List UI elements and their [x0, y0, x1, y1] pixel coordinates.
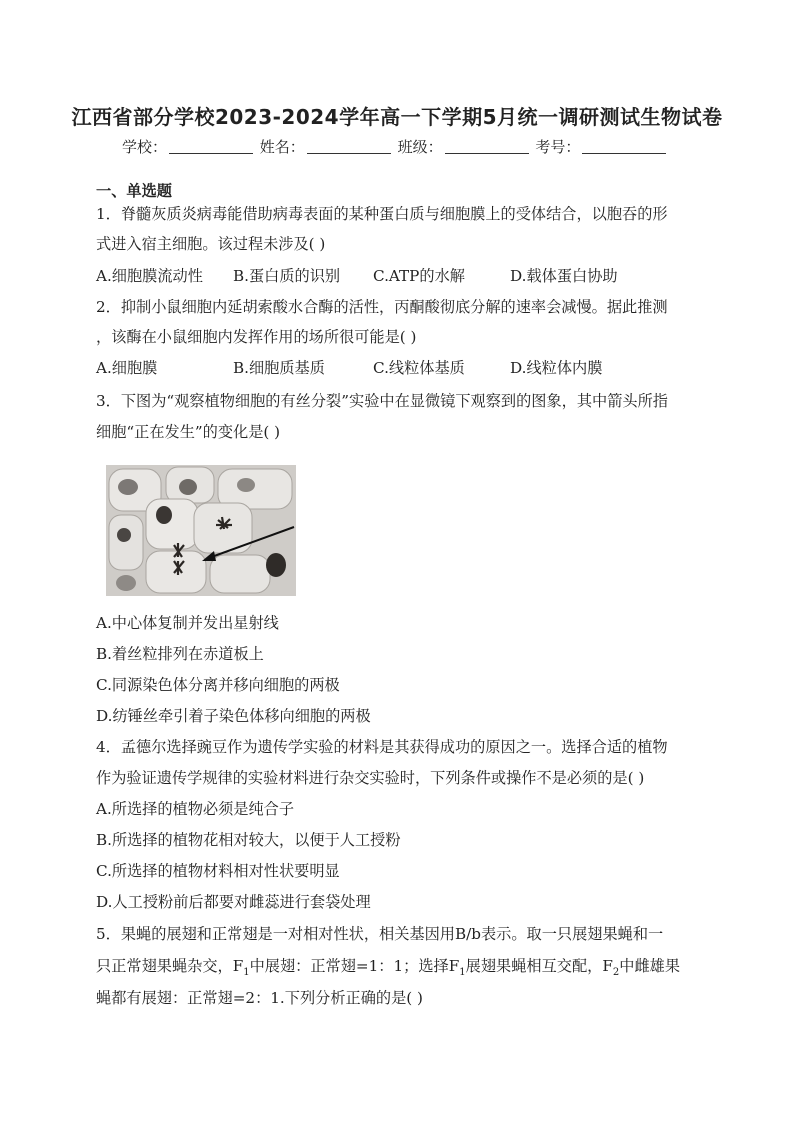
- q5-subscript: 1: [243, 967, 250, 979]
- student-info-line: [122, 136, 668, 157]
- q5-text-part: 展翅果蝇相互交配，F: [465, 957, 613, 975]
- q1-option-d: D.载体蛋白协助: [510, 267, 618, 285]
- q5-subscript: 2: [612, 967, 620, 979]
- q2-option-c: C.线粒体基质: [373, 359, 465, 377]
- q2-option-d: D.线粒体内膜: [510, 359, 603, 377]
- q3-option-a: A.中心体复制并发出星射线: [96, 614, 279, 632]
- q5-stem-line1: 5．果蝇的展翅和正常翅是一对相对性状，相关基因用B/b表示。取一只展翅果蝇和一: [96, 925, 664, 943]
- q5-text-part: 中雌雄果: [619, 957, 680, 975]
- q1-stem-line1: 1．脊髓灰质炎病毒能借助病毒表面的某种蛋白质与细胞膜上的受体结合，以胞吞的形: [96, 205, 668, 223]
- q2-stem-line1: 2．抑制小鼠细胞内延胡索酸水合酶的活性，丙酮酸彻底分解的速率会减慢。据此推测: [96, 298, 668, 316]
- q3-option-b: B.着丝粒排列在赤道板上: [96, 645, 264, 663]
- exam-number-label: 考号：: [535, 138, 581, 156]
- q1-option-a: A.细胞膜流动性: [96, 267, 203, 285]
- q4-option-d: D.人工授粉前后都要对雌蕊进行套袋处理: [96, 893, 371, 911]
- school-blank: [169, 139, 253, 154]
- q5-text-part: 只正常翅果蝇杂交，F: [96, 957, 244, 975]
- q4-option-b: B.所选择的植物花相对较大，以便于人工授粉: [96, 831, 401, 849]
- q5-stem-line3: 蝇都有展翅：正常翅=2：1.下列分析正确的是( ): [96, 989, 423, 1007]
- q4-option-c: C.所选择的植物材料相对性状要明显: [96, 862, 340, 880]
- q4-stem-line2: 作为验证遗传学规律的实验材料进行杂交实验时，下列条件或操作不是必须的是( ): [96, 769, 645, 787]
- q5-subscript: 1: [459, 967, 466, 979]
- q3-stem-line2: 细胞“正在发生”的变化是( ): [96, 423, 281, 441]
- class-blank: [445, 139, 529, 154]
- q1-option-b: B.蛋白质的识别: [233, 267, 341, 285]
- q2-stem-line2: ，该酶在小鼠细胞内发挥作用的场所很可能是( ): [96, 328, 417, 346]
- school-label: 学校：: [122, 138, 168, 156]
- q4-stem-line1: 4．孟德尔选择豌豆作为遗传学实验的材料是其获得成功的原因之一。选择合适的植物: [96, 738, 668, 756]
- name-blank: [307, 139, 391, 154]
- q3-option-d: D.纺锤丝牵引着子染色体移向细胞的两极: [96, 707, 371, 725]
- class-label: 班级：: [397, 138, 443, 156]
- page-title: 江西省部分学校2023-2024学年高一下学期5月统一调研测试生物试卷: [71, 105, 723, 129]
- mitosis-micrograph: [106, 465, 296, 596]
- exam-number-blank: [582, 139, 666, 154]
- q5-text-part: 中展翅：正常翅=1：1；选择F: [249, 957, 460, 975]
- name-label: 姓名：: [259, 138, 305, 156]
- section-heading: 一、单选题: [96, 182, 172, 200]
- q4-option-a: A.所选择的植物必须是纯合子: [96, 800, 295, 818]
- q3-stem-line1: 3．下图为“观察植物细胞的有丝分裂”实验中在显微镜下观察到的图象，其中箭头所指: [96, 392, 668, 410]
- q1-stem-line2: 式进入宿主细胞。该过程未涉及( ): [96, 235, 326, 253]
- q3-option-c: C.同源染色体分离并移向细胞的两极: [96, 676, 340, 694]
- q2-option-a: A.细胞膜: [96, 359, 158, 377]
- q2-option-b: B.细胞质基质: [233, 359, 325, 377]
- q5-stem-line2: [96, 955, 680, 984]
- q1-option-c: C.ATP的水解: [373, 267, 465, 285]
